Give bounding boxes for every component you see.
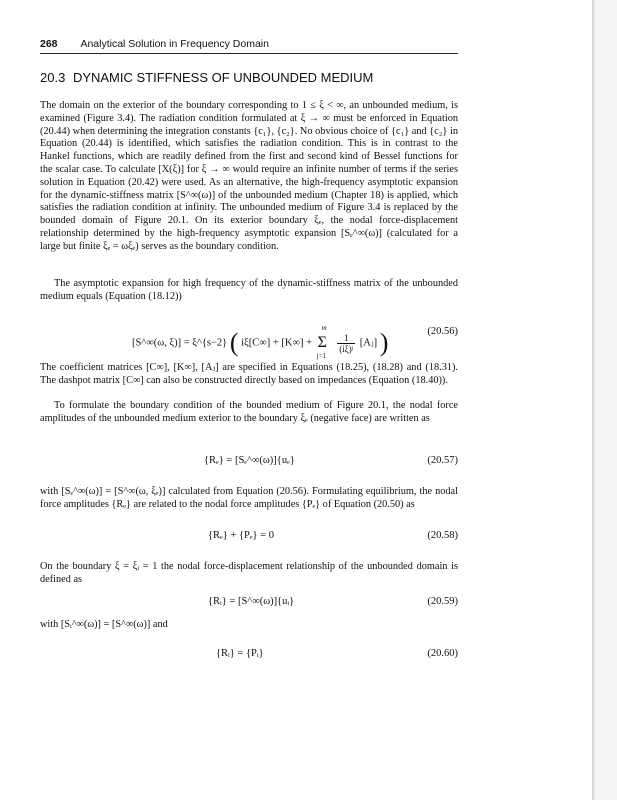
header-rule <box>40 53 458 54</box>
sum-lower-limit: j=1 <box>316 352 327 360</box>
equation-20-59 <box>40 588 458 618</box>
equation-20-56: [S^∞(ω, ξ)] = ξ^{s−2} ( iξ[C∞] + [K∞] + m Σ j=1 $\frac{1}{\text{(iξ)ʲ}}$ [Aⱼ] ) (20.56) <box>132 324 458 360</box>
summation-symbol: m Σ j=1 <box>316 324 327 360</box>
eq56-term2: [Aⱼ] <box>359 337 378 349</box>
page-number: 268 <box>40 38 58 50</box>
fraction-numerator: 1 <box>337 333 355 344</box>
equation-number: (20.58) <box>427 530 458 541</box>
sum-upper-limit: m <box>321 324 327 332</box>
paragraph-7: with [Sᵢ^∞(ω)] = [S^∞(ω)] and <box>40 619 168 630</box>
equation-20-57 <box>40 447 458 477</box>
equation-number: (20.60) <box>427 648 458 659</box>
viewer-gutter <box>594 0 617 800</box>
eq59-body: {Rᵢ} = [S^∞(ω)]{uᵢ} <box>208 596 295 607</box>
eq58-body: {Rₑ} + {Pₑ} = 0 <box>208 530 274 541</box>
running-header <box>40 38 460 54</box>
paragraph-2: The asymptotic expansion for high frequency of the dynamic-stiffness matrix of the unbounded medium equals (Equation (18.12)) <box>40 278 458 302</box>
fraction-denominator: (iξ)ʲ <box>339 343 354 354</box>
eq57-body: {Rₑ} = [Sₑ^∞(ω)]{uₑ} <box>204 455 295 466</box>
equation-number: (20.56) <box>427 326 458 337</box>
paragraph-5: with [Sₑ^∞(ω)] = [S^∞(ω, ξₑ)] calculated from Equation (20.56). Formulating equilibrium, the nodal force amplitudes {Rₑ} are related to the nodal force amplitudes {Pₑ} of Equation (20.50) as <box>40 486 458 510</box>
paragraph-4: To formulate the boundary condition of the bounded medium of Figure 20.1, the nodal force amplitudes of the unbounded medium exterior to the boundary ξₑ (negative face) are written as <box>40 400 458 424</box>
equation-number: (20.59) <box>427 596 458 607</box>
equation-20-60 <box>40 640 458 670</box>
running-title: Analytical Solution in Frequency Domain <box>80 38 269 50</box>
paragraph-6: On the boundary ξ = ξᵢ = 1 the nodal force-displacement relationship of the unbounded domain is defined as <box>40 561 458 585</box>
paragraph-3: The coefficient matrices [C∞], [K∞], [Aⱼ] are specified in Equations (18.25), (18.28) and (18.31). The dashpot matrix [C∞] can also be constructed directly based on impedances (Equation (18.40)). <box>40 362 458 386</box>
eq56-term1: iξ[C∞] + [K∞] + <box>241 337 312 349</box>
eq60-body: {Rᵢ} = {Pᵢ} <box>216 648 264 659</box>
section-title: DYNAMIC STIFFNESS OF UNBOUNDED MEDIUM <box>72 70 374 85</box>
equation-20-58 <box>40 522 458 552</box>
eq56-lhs: [S^∞(ω, ξ)] = ξ^{s−2} <box>132 337 228 349</box>
paragraph-1: The domain on the exterior of the boundary corresponding to 1 ≤ ξ < ∞, an unbounded medium, is examined (Figure 3.4). The radiation condition formulated at ξ → ∞ must be enforced in Equation (20.44) when determining the integration constants {c₁}, {c₂}. No obvious choice of {c₁} and {c₂} in Equation (20.44) is identified, which satisfies the radiation condition. This is in contrast to the Hankel functions, which are readily defined from the first and second kind of Bessel functions for the scalar case. To calculate [X(ξ)] for ξ → ∞ would require an infinite number of terms if the series solution in Equation (20.42) were used. As an alternative, the high-frequency asymptotic expansion for the dynamic-stiffness matrix [S^∞(ω)] of the unbounded medium (Chapter 18) is applied, which satisfies the radiation condition at infinity. The unbounded medium of Figure 3.4 is replaced by the bounded domain of Figure 20.1. On its exterior boundary ξₑ, the nodal force-displacement relationship determined by the high-frequency asymptotic expansion [Sₑ^∞(ω)] (calculated for a large but finite ξₑ = ωξₑ) serves as the boundary condition. <box>40 100 458 252</box>
section-number: 20.3 <box>40 70 66 85</box>
equation-number: (20.57) <box>427 455 458 466</box>
section-heading <box>40 70 460 85</box>
eq56-fraction <box>337 333 355 354</box>
